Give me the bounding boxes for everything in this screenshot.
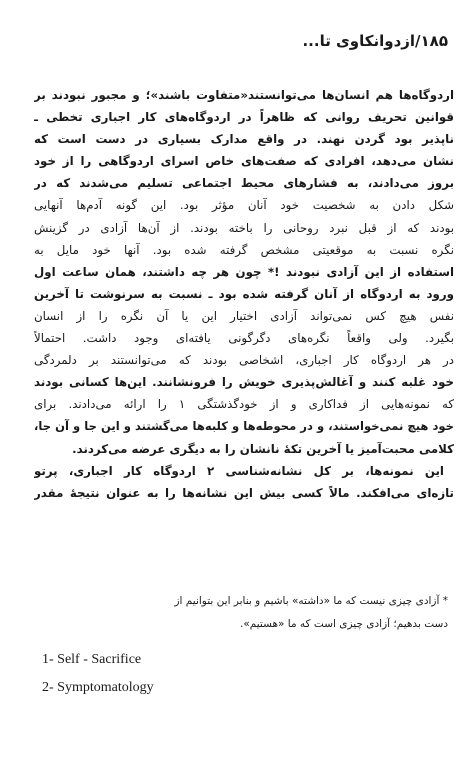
text-line: نشان می‌دهد، افرادی که صفت‌های خاص اسرای اردوگاهی را از خود <box>34 154 454 169</box>
text-line: کلامی محبت‌آمیز یا آخرین تکهٔ نانشان را به دیگری عرضه می‌کردند. <box>72 441 454 456</box>
footnote <box>34 590 448 636</box>
text-line: شکل دادن به شخصیت خود آنان مؤثر بود. این گونه آدم‌ها آنهایی <box>34 198 454 213</box>
text-line: نگره نسبت به موقعیتی مشخص گرفته شده بود. آنها خود مایل به <box>34 242 454 257</box>
endnote-item: 2- Symptomatology <box>42 680 154 695</box>
text-line: بودند که از قبل نبرد روحانی را باخته بودند. از آن‌ها آزادی در گزینش <box>34 220 454 235</box>
text-line: نفس هیچ کس نمی‌تواند آزادی اختیار این یا آن نگره را از انسان <box>34 308 454 323</box>
text-line: تازه‌ای می‌افکند. مالاً کسی بیش این نشانه‌ها را به عنوان نتیجهٔ مقدر <box>34 485 454 500</box>
text-line: بگیرد. ولی واقعاً نگره‌های دگرگونی یافته‌ای وجود داشت. احتمالاً <box>34 331 454 346</box>
text-line: خود هیچ نمی‌خواستند، و در محوطه‌ها و کلبه‌ها می‌گشتند و این جا و آن جا، <box>34 419 454 434</box>
endnote-item: 1- Self - Sacrifice <box>42 652 142 667</box>
text-line: اردوگاه‌ها هم انسان‌ها می‌توانستند«متفاوت باشند»؛ و مجبور نبودند بر <box>34 88 454 102</box>
text-line: قوانین تحریف روانی که ظاهراً در اردوگاه‌های کار اجباری تخطی ـ <box>34 110 454 125</box>
footnote-line: * آزادی چیزی نیست که ما «داشته» باشیم و بنابر این بتوانیم از <box>174 595 448 607</box>
text-line: این نمونه‌ها، بر کل نشانه‌شناسی ۲ اردوگاه کار اجباری، پرتو <box>34 463 444 478</box>
text-line: بروز می‌دادند، به فشارهای محیط اجتماعی تسلیم می‌شدند که در <box>34 176 454 191</box>
text-line: ناپذیر بود گردن نهند. در واقع مدارک بسیاری در دست است که <box>34 132 454 147</box>
text-line: خود غلبه کنند و آغالش‌پذیری خویش را فرونشانند. این‌ها کسانی بودند <box>34 375 454 390</box>
footnote-line: دست بدهیم؛ آزادی چیزی است که ما «هستیم». <box>240 618 448 630</box>
text-line: ورود به اردوگاه از آنان گرفته شده بود ـ نسبت به سرنوشت تا آخرین <box>34 286 454 301</box>
page-title: ۱۸۵/ازدوانکاوی تا... <box>302 32 448 50</box>
endnotes <box>42 646 154 702</box>
text-line: در هر اردوگاه کار اجباری، اشخاصی بودند که می‌توانستند بر دلمردگی <box>34 353 454 368</box>
text-line: استفاده از این آزادی نبودند !* چون هر چه داشتند، همان ساعت اول <box>34 264 454 279</box>
text-line: که نمونه‌هایی از فداکاری و از خودگذشتگی ۱ را ارائه می‌دادند. برای <box>34 397 454 412</box>
main-text <box>34 84 454 504</box>
